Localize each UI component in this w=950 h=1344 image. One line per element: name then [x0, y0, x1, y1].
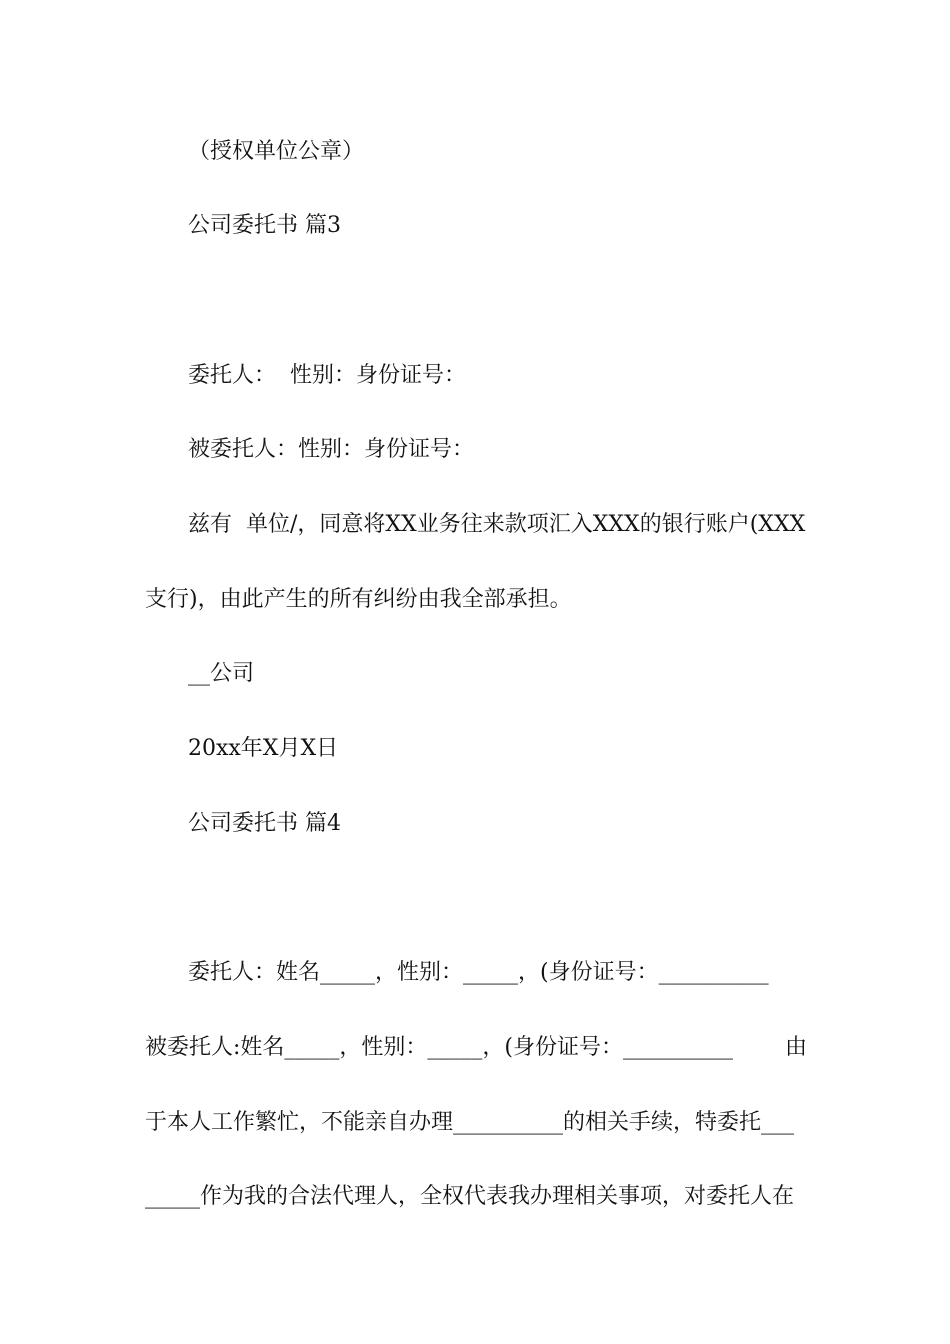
section4-body-line-1: 于本人工作繁忙，不能亲自办理__________的相关手续，特委托___ [145, 1110, 795, 1135]
section3-body-line-1: 兹有 单位/，同意将XX业务往来款项汇入XXX的银行账户(XXX [188, 512, 806, 537]
section4-agent-line: 被委托人:姓名_____，性别：_____，(身份证号：__________ [145, 1035, 733, 1060]
section3-company-line: __公司 [188, 661, 255, 686]
section3-heading: 公司委托书 篇3 [188, 213, 341, 238]
section4-principal-line: 委托人：姓名_____，性别：_____，(身份证号：__________ [188, 960, 769, 985]
section4-heading: 公司委托书 篇4 [188, 811, 341, 836]
section3-date-line: 20xx年X月X日 [188, 736, 339, 761]
section4-agent-row [145, 1033, 807, 1063]
section4-body-line-2: _____作为我的合法代理人，全权代表我办理相关事项，对委托人在 [145, 1184, 795, 1209]
section3-principal-line: 委托人： 性别：身份证号： [188, 363, 466, 388]
section4-agent-line-tail: 由 [784, 1035, 807, 1060]
section3-agent-line: 被委托人：性别：身份证号： [188, 437, 475, 462]
section3-body-line-2: 支行)，由此产生的所有纠纷由我全部承担。 [145, 587, 572, 612]
seal-note: （授权单位公章） [188, 139, 365, 164]
